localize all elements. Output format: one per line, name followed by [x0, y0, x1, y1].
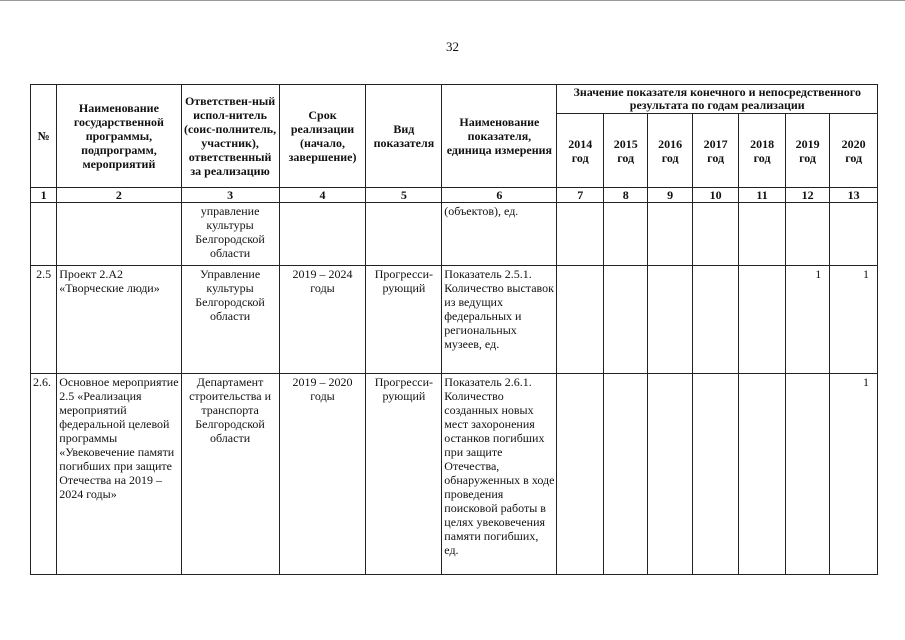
table-row [31, 266, 878, 374]
year-header: 2018 год [739, 114, 785, 188]
row-executor: Департамент строительства и транспорта Белгородской области [181, 374, 279, 575]
row-name: Проект 2.А2 «Творческие люди» [57, 266, 181, 374]
table-row [31, 374, 878, 575]
row-type: Прогресси-рующий [366, 266, 442, 374]
row-value [648, 203, 692, 266]
col-number: 9 [648, 188, 692, 203]
year-header: 2015 год [603, 114, 647, 188]
col-number: 11 [739, 188, 785, 203]
row-value [739, 203, 785, 266]
row-type: Прогресси-рующий [366, 374, 442, 575]
row-value: 1 [830, 374, 878, 575]
row-value [692, 374, 738, 575]
row-value [603, 374, 647, 575]
year-header: 2016 год [648, 114, 692, 188]
col-number: 10 [692, 188, 738, 203]
col-header-indicator: Наименование показателя, единица измерения [442, 85, 557, 188]
row-executor: Управление культуры Белгородской области [181, 266, 279, 374]
col-number: 6 [442, 188, 557, 203]
row-value [557, 374, 603, 575]
row-value: 1 [785, 266, 829, 374]
col-header-number: № [31, 85, 57, 188]
row-value [648, 374, 692, 575]
year-header: 2020 год [830, 114, 878, 188]
row-type [366, 203, 442, 266]
row-value [785, 374, 829, 575]
row-number [31, 203, 57, 266]
col-header-type: Вид показателя [366, 85, 442, 188]
col-header-executor: Ответствен-ный испол-нитель (соис-полнитель, участник), ответственный за реализацию [181, 85, 279, 188]
col-number: 7 [557, 188, 603, 203]
row-indicator: Показатель 2.5.1. Количество выставок из ведущих федеральных и региональных музеев, ед. [442, 266, 557, 374]
row-value [603, 266, 647, 374]
year-header: 2014 год [557, 114, 603, 188]
col-number: 5 [366, 188, 442, 203]
col-number: 8 [603, 188, 647, 203]
row-value [785, 203, 829, 266]
col-number: 4 [279, 188, 366, 203]
row-value [692, 203, 738, 266]
col-number: 13 [830, 188, 878, 203]
row-value [648, 266, 692, 374]
col-header-values-group: Значение показателя конечного и непосредственного результата по годам реализации [557, 85, 878, 114]
row-value [830, 203, 878, 266]
row-value [603, 203, 647, 266]
row-value [557, 203, 603, 266]
row-indicator: (объектов), ед. [442, 203, 557, 266]
col-number: 12 [785, 188, 829, 203]
scan-edge [0, 0, 905, 3]
row-executor: управление культуры Белгородской области [181, 203, 279, 266]
row-number: 2.6. [31, 374, 57, 575]
row-indicator: Показатель 2.6.1. Количество созданных новых мест захоронения останков погибших при защите Отечества, обнаруженных в ходе проведения поисковой работы в целях увековечения памяти погибших, ед. [442, 374, 557, 575]
col-number: 3 [181, 188, 279, 203]
col-header-program: Наименование государственной программы, подпрограмм, мероприятий [57, 85, 181, 188]
table-row [31, 203, 878, 266]
row-number: 2.5 [31, 266, 57, 374]
row-value: 1 [830, 266, 878, 374]
row-name [57, 203, 181, 266]
row-value [692, 266, 738, 374]
col-header-period: Срок реализации (начало, завершение) [279, 85, 366, 188]
row-name: Основное мероприятие 2.5 «Реализация мероприятий федеральной целевой программы «Увековечение памяти погибших при защите Отечества на 2019 – 2024 годы» [57, 374, 181, 575]
col-number: 2 [57, 188, 181, 203]
row-value [557, 266, 603, 374]
col-number: 1 [31, 188, 57, 203]
year-header: 2019 год [785, 114, 829, 188]
year-header: 2017 год [692, 114, 738, 188]
indicator-table [30, 84, 878, 575]
row-period [279, 203, 366, 266]
page-number: 32 [446, 39, 459, 54]
row-period: 2019 – 2024 годы [279, 266, 366, 374]
row-period: 2019 – 2020 годы [279, 374, 366, 575]
row-value [739, 374, 785, 575]
row-value [739, 266, 785, 374]
